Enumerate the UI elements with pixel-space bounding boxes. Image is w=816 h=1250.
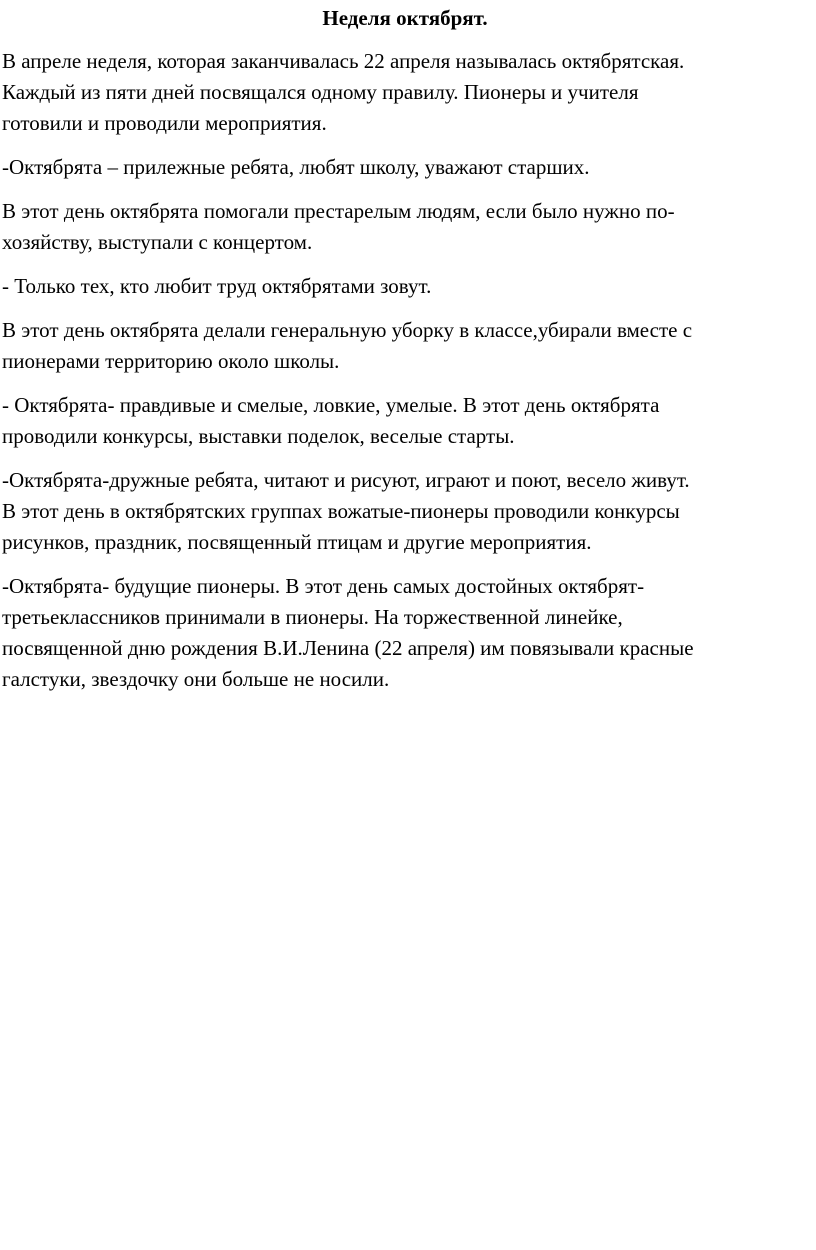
paragraph-line: третьеклассников принимали в пионеры. На торжественной линейке, [2,605,623,629]
paragraph-line: В этот день в октябрятских группах вожатые-пионеры проводили конкурсы [2,499,680,523]
paragraph-day-1 [2,196,808,258]
paragraph-rule-1 [2,152,808,183]
paragraph-line: Каждый из пяти дней посвящался одному правилу. Пионеры и учителя [2,80,639,104]
paragraph-line: В этот день октябрята помогали престарелым людям, если было нужно по- [2,199,675,223]
paragraph-rule-3 [2,390,808,452]
paragraph-line: -Октябрята – прилежные ребята, любят школу, уважают старших. [2,155,590,179]
paragraph-line: галстуки, звездочку они больше не носили. [2,667,390,691]
paragraph-rule-2 [2,271,808,302]
paragraph-intro [2,46,808,139]
document-title: Неделя октябрят. [322,6,488,30]
paragraph-line: готовили и проводили мероприятия. [2,111,327,135]
paragraph-line: хозяйству, выступали с концертом. [2,230,313,254]
paragraph-line: -Октябрята-дружные ребята, читают и рисуют, играют и поют, весело живут. [2,468,690,492]
paragraph-rule-5 [2,571,808,695]
paragraph-line: пионерами территорию около школы. [2,349,340,373]
paragraph-line: В этот день октябрята делали генеральную уборку в классе,убирали вместе с [2,318,693,342]
paragraph-line: - Октябрята- правдивые и смелые, ловкие, умелые. В этот день октябрята [2,393,660,417]
paragraph-line: - Только тех, кто любит труд октябрятами зовут. [2,274,432,298]
paragraph-line: посвященной дню рождения В.И.Ленина (22 апреля) им повязывали красные [2,636,694,660]
paragraph-day-2 [2,315,808,377]
paragraph-line: В апреле неделя, которая заканчивалась 22 апреля называлась октябрятская. [2,49,685,73]
paragraph-line: рисунков, праздник, посвященный птицам и другие мероприятия. [2,530,592,554]
paragraph-line: проводили конкурсы, выставки поделок, веселые старты. [2,424,515,448]
paragraph-line: -Октябрята- будущие пионеры. В этот день самых достойных октябрят- [2,574,645,598]
paragraph-rule-4 [2,465,808,558]
